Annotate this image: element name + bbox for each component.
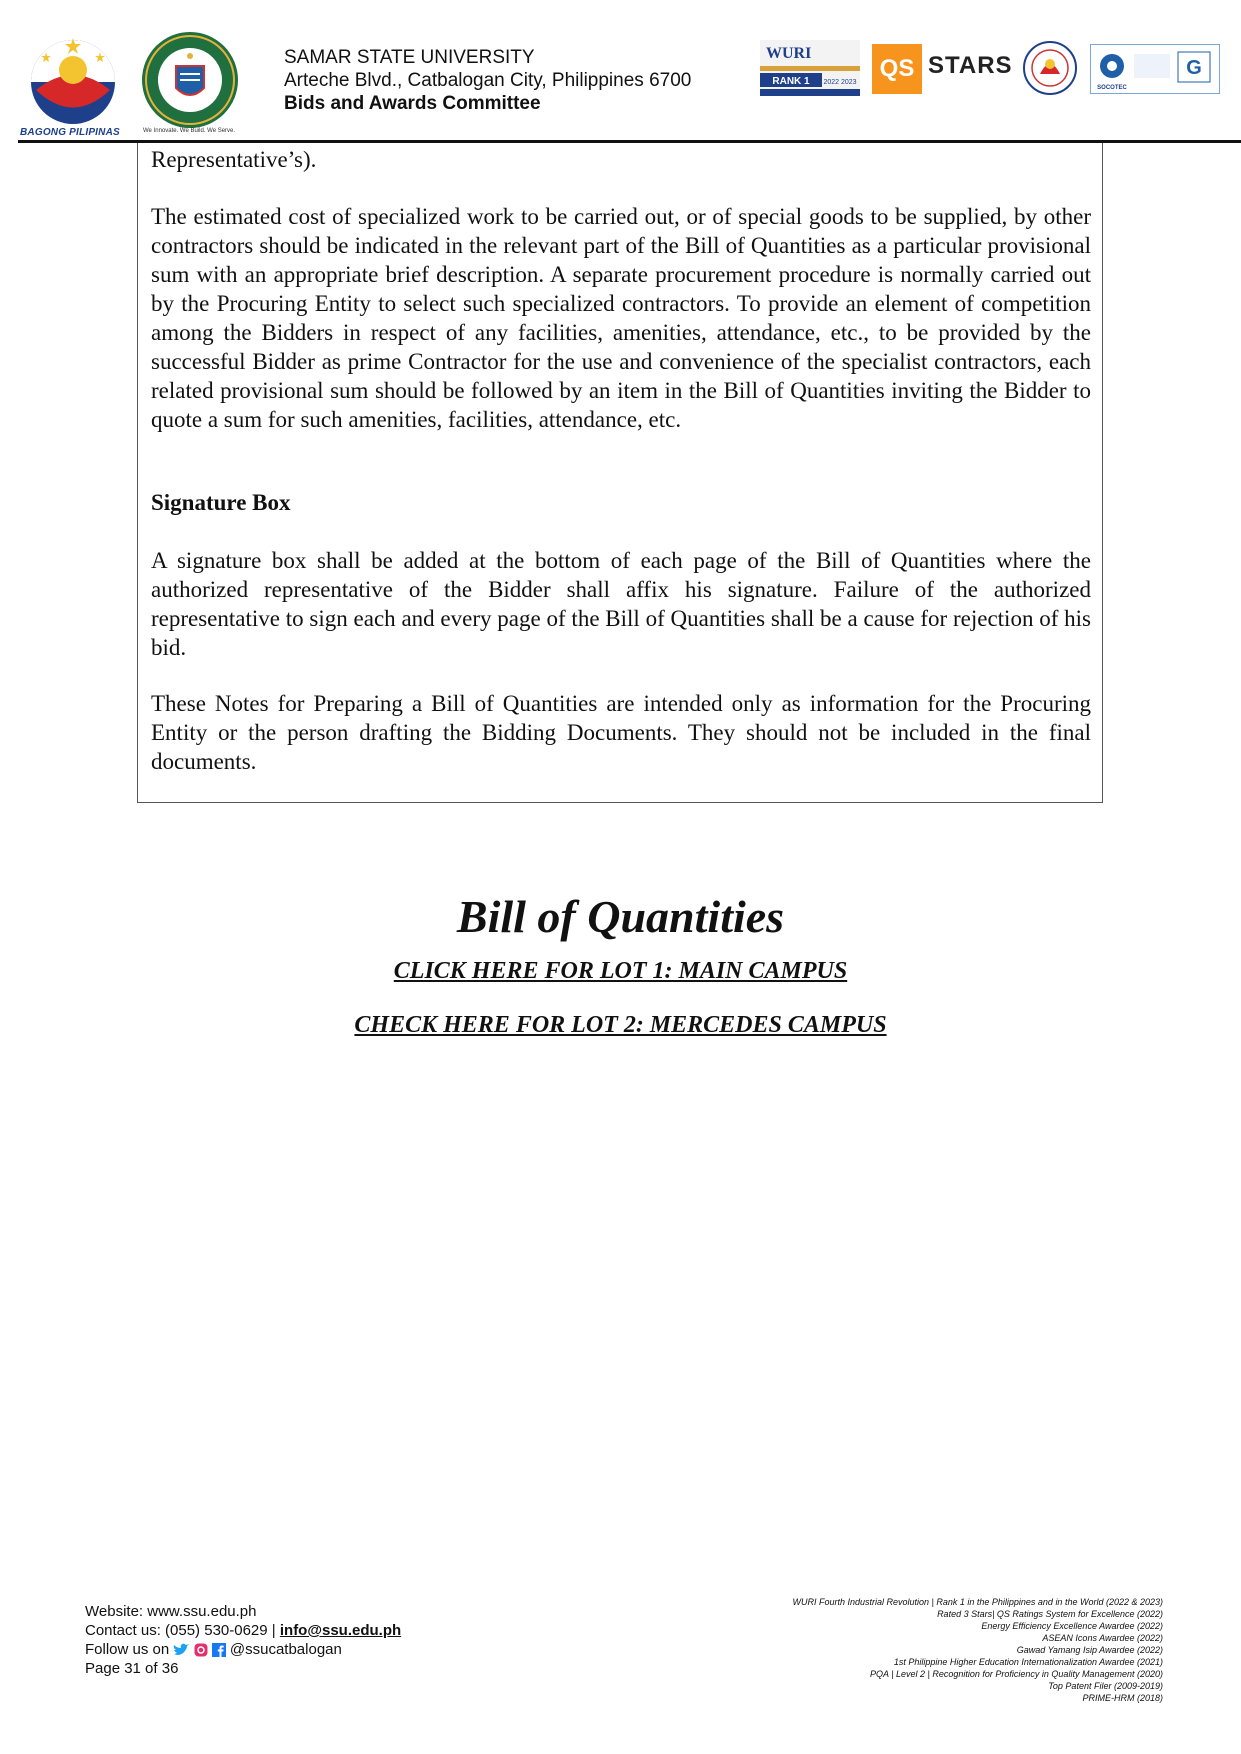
signature-box-heading: Signature Box: [151, 490, 291, 515]
award-line: WURI Fourth Industrial Revolution | Rank 1 in the Philippines and in the World (2022 & 2023): [792, 1597, 1163, 1607]
wuri-years-text: 2022 2023: [823, 79, 857, 86]
svg-text:WURI: WURI: [766, 45, 812, 62]
footer-contact-line: [85, 1621, 401, 1640]
instagram-icon[interactable]: [194, 1643, 208, 1657]
letterhead: [0, 0, 1241, 143]
footer-follow-label: Follow us on: [85, 1641, 174, 1658]
facebook-icon[interactable]: [212, 1643, 226, 1657]
lot2-mercedes-campus-link[interactable]: CHECK HERE FOR LOT 2: MERCEDES CAMPUS: [354, 1012, 887, 1038]
notes-paragraph-continued: Representative’s).: [151, 147, 317, 172]
bill-of-quantities-title: Bill of Quantities: [456, 891, 785, 942]
excellence-seal-badge: [1022, 40, 1078, 96]
wuri-rank-badge: [760, 40, 860, 96]
award-line: Energy Efficiency Excellence Awardee (2022): [981, 1621, 1163, 1631]
award-line: Gawad Yamang Isip Awardee (2022): [1016, 1645, 1163, 1655]
award-line: 1st Philippine Higher Education Internationalization Awardee (2021): [893, 1657, 1163, 1667]
ssu-tagline: We Innovate. We Build. We Serve.: [143, 128, 236, 134]
notes-paragraph-provisional-sums: The estimated cost of specialized work to be carried out, or of special goods to be supplied, by other contractors should be indicated in the relevant part of the Bill of Quantities as a particular provisional sum with an appropriate brief description. A separate procurement procedure is normally carried out by the Procuring Entity to select such specialized contractors. To provide an element of competition among the Bidders in respect of any facilities, amenities, attendance, etc., to be provided by the successful Bidder as prime Contractor for the use and convenience of the specialist contractors, each related provisional sum should be followed by an item in the Bill of Quantities inviting the Bidder to quote a sum for such amenities, facilities, attendance, etc.: [151, 204, 1091, 432]
footer-follow-line: [85, 1640, 401, 1659]
award-line: ASEAN Icons Awardee (2022): [1042, 1633, 1163, 1643]
footer-phone: Contact us: (055) 530-0629 |: [85, 1622, 280, 1639]
svg-text:G: G: [1186, 57, 1202, 79]
ssu-seal-logo: [140, 30, 240, 130]
footer-social-handle: @ssucatbalogan: [229, 1641, 342, 1658]
lot1-main-campus-link[interactable]: CLICK HERE FOR LOT 1: MAIN CAMPUS: [393, 958, 848, 984]
socotec-text: SOCOTEC: [1097, 85, 1127, 91]
bagong-pilipinas-wordmark: BAGONG PILIPINAS: [20, 127, 120, 138]
institution-name: SAMAR STATE UNIVERSITY: [284, 47, 535, 68]
committee-name: Bids and Awards Committee: [284, 93, 541, 114]
award-line: Rated 3 Stars| QS Ratings System for Excellence (2022): [937, 1609, 1163, 1619]
award-line: PQA | Level 2 | Recognition for Proficiency in Quality Management (2020): [870, 1669, 1163, 1679]
bagong-pilipinas-logo: [18, 30, 128, 140]
qs-logo-icon: QS: [872, 44, 922, 94]
wuri-rank-text: RANK 1: [772, 76, 810, 87]
qs-stars-wordmark: STARS: [928, 52, 1013, 79]
institution-block: [284, 46, 691, 115]
footer-email-link[interactable]: info@ssu.edu.ph: [279, 1622, 402, 1639]
notes-paragraph-signature-box: A signature box shall be added at the bottom of each page of the Bill of Quantities where the authorized representative of the Bidder shall affix his signature. Failure of the authorized representative to sign each and every page of the Bill of Quantities shall be a cause for rejection of his bid.: [151, 548, 1091, 660]
notes-box: [137, 143, 1103, 803]
institution-address: Arteche Blvd., Catbalogan City, Philippines 6700: [284, 70, 692, 91]
socotec-iso-badge: [1090, 44, 1220, 94]
footer-awards: [792, 1596, 1163, 1704]
award-line: PRIME-HRM (2018): [1082, 1693, 1163, 1703]
award-line: Top Patent Filer (2009-2019): [1048, 1681, 1163, 1691]
twitter-icon[interactable]: [173, 1643, 189, 1657]
footer-website: Website: www.ssu.edu.ph: [85, 1603, 257, 1620]
footer-contact: [85, 1602, 401, 1678]
footer-page-number: Page 31 of 36: [85, 1660, 179, 1677]
notes-paragraph-disclaimer: These Notes for Preparing a Bill of Quantities are intended only as information for the Procuring Entity or the person drafting the Bidding Documents. They should not be included in the final documents.: [151, 691, 1091, 774]
